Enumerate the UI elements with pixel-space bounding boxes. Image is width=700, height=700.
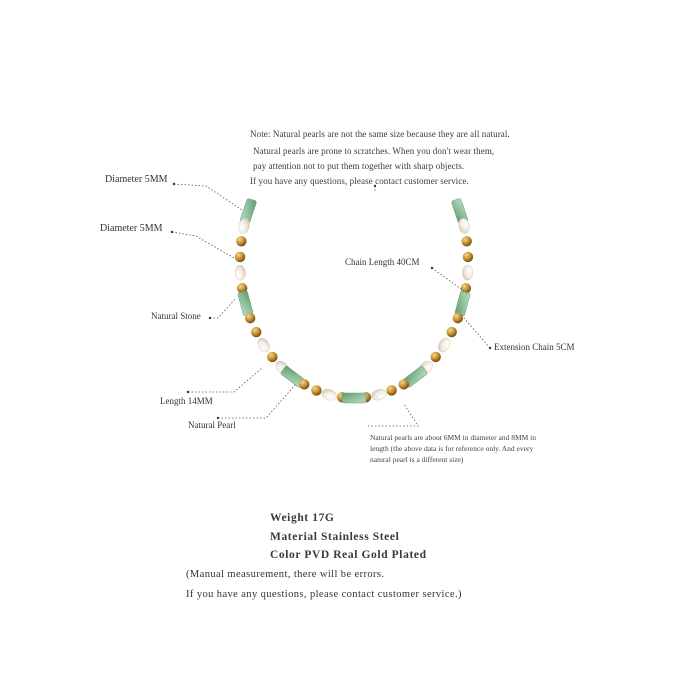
necklace-beads (235, 198, 474, 403)
pearl-bead-left-15 (320, 388, 337, 402)
leader-dots (171, 183, 491, 419)
pearl-bead-right-9 (436, 336, 453, 354)
disclaimer-line-1: (Manual measurement, there will be errors. (186, 569, 385, 580)
pearl-size-note: Natural pearls are about 6MM in diameter and 8MM in length (the above data is for reference only. And every natural pearl is a different size) (370, 433, 536, 464)
jade-bar-right-6 (455, 291, 471, 317)
jade-bar-left-6 (237, 291, 253, 317)
gold-bead-left-7 (245, 313, 255, 323)
leader-natural-stone (210, 298, 236, 318)
spec-material: Material Stainless Steel (270, 531, 400, 543)
pearl-bead-right-4 (462, 265, 473, 281)
jade-bar-center-0 (342, 393, 366, 403)
gold-bead-left-13 (299, 379, 309, 389)
note-line-4: If you have any questions, please contact customer service. (250, 176, 469, 186)
leader-pearl-note (368, 404, 418, 426)
gold-bead-left-8 (251, 327, 261, 337)
pearl-bead-left-4 (235, 265, 246, 281)
label-chain-length: Chain Length 40CM (345, 257, 420, 267)
gold-bead-right-3 (463, 252, 473, 262)
leader-diameter-second (172, 232, 234, 258)
gold-bead-left-3 (235, 252, 245, 262)
leader-diameter-top (174, 184, 242, 210)
gold-bead-left-14 (311, 385, 321, 395)
label-natural-stone: Natural Stone (151, 311, 201, 321)
pearl-bead-right-15 (370, 388, 387, 402)
gold-bead-left-2 (236, 236, 246, 246)
leader-extension (464, 318, 490, 348)
label-diameter-top: Diameter 5MM (105, 174, 168, 185)
label-length: Length 14MM (160, 396, 213, 406)
pearl-bead-left-9 (255, 336, 272, 354)
gold-bead-right-7 (453, 313, 463, 323)
disclaimer-line-2: If you have any questions, please contact customer service.) (186, 589, 462, 600)
note-line-3: pay attention not to put them together with sharp objects. (253, 161, 465, 171)
leader-length (188, 368, 262, 392)
label-diameter-second: Diameter 5MM (100, 223, 163, 234)
label-natural-pearl: Natural Pearl (188, 420, 236, 430)
gold-bead-right-14 (386, 385, 396, 395)
gold-bead-right-8 (447, 327, 457, 337)
note-line-2: Natural pearls are prone to scratches. When you don't wear them, (253, 146, 495, 156)
label-extension-chain: Extension Chain 5CM (494, 342, 575, 352)
note-line-1: Note: Natural pearls are not the same size because they are all natural. (250, 129, 510, 139)
spec-color: Color PVD Real Gold Plated (270, 549, 427, 561)
gold-bead-right-13 (399, 379, 409, 389)
spec-weight: Weight 17G (270, 512, 335, 524)
gold-bead-right-10 (430, 352, 440, 362)
leader-natural-pearl (218, 384, 296, 418)
gold-bead-right-2 (461, 236, 471, 246)
gold-bead-left-10 (267, 352, 277, 362)
